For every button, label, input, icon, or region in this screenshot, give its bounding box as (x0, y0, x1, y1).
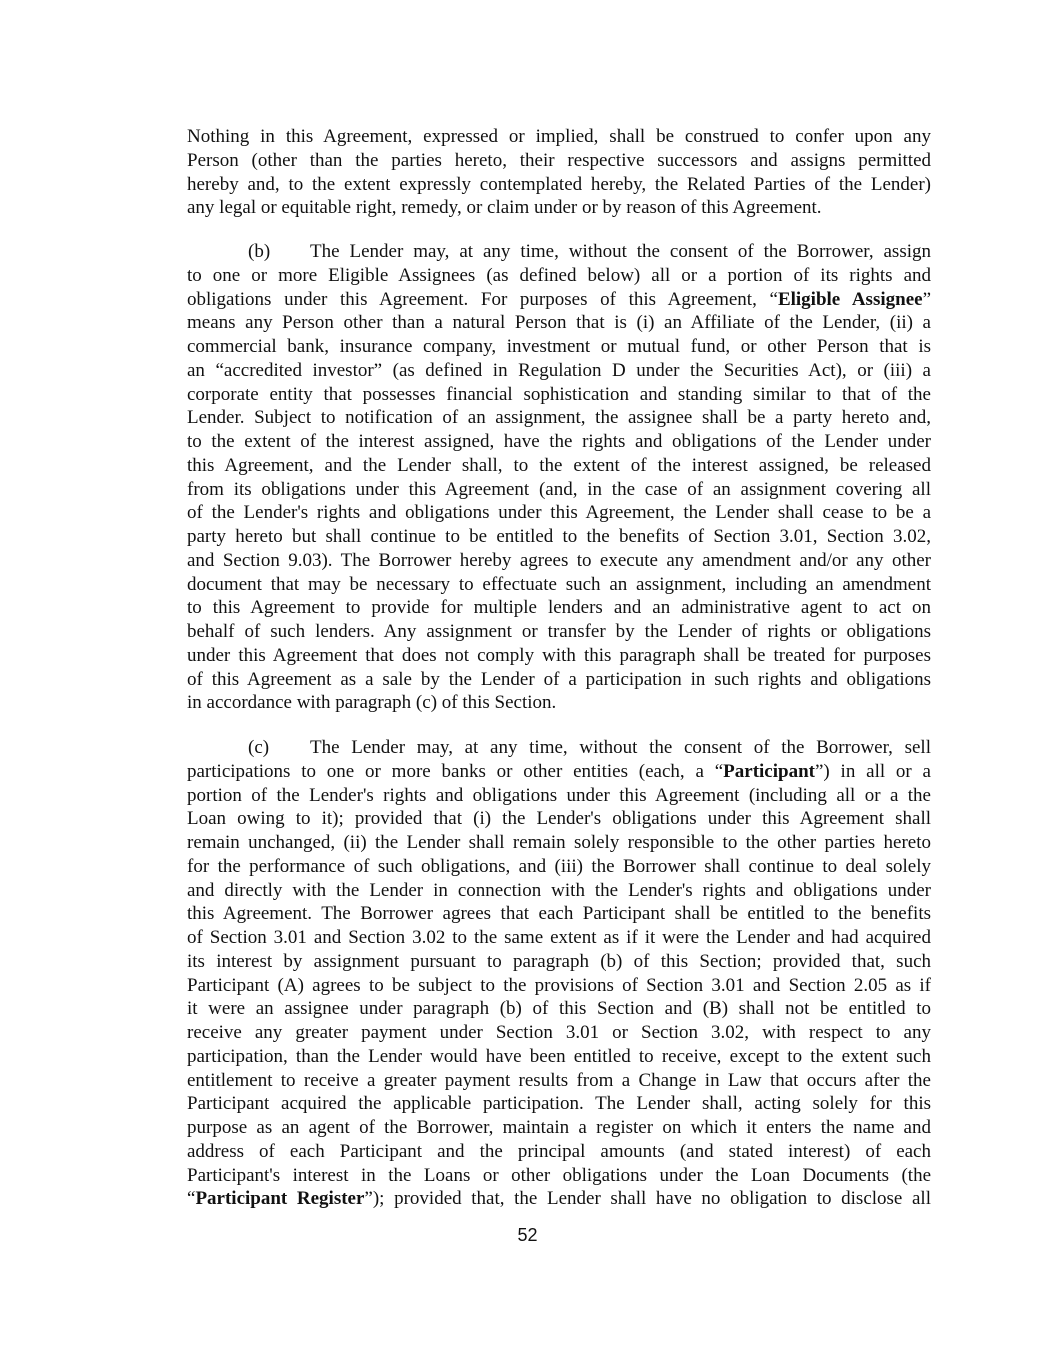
text-line: to one or more Eligible Assignees (as defined below) all or a portion of its rights and (187, 264, 931, 286)
text-line: corporate entity that possesses financial sophistication and standing similar to that of the (187, 383, 931, 405)
paragraph-label: (b) (248, 241, 271, 262)
text-line: this Agreement. The Borrower agrees that each Participant shall be entitled to the benefits (187, 903, 931, 925)
text-span: participations to one or more banks or other entities (each, a “ (187, 760, 724, 782)
text-line: participation, than the Lender would have been entitled to receive, except to the extent such (187, 1045, 931, 1067)
paragraph-continuation (187, 125, 931, 220)
text-line: purpose as an agent of the Borrower, maintain a register on which it enters the name and (187, 1117, 931, 1138)
text-span: The Lender may, at any time, without the consent of the Borrower, sell (310, 737, 931, 758)
text-line: commercial bank, insurance company, investment or mutual fund, or other Person that is (187, 336, 931, 357)
text-line: from its obligations under this Agreement (and, in the case of an assignment covering all (187, 478, 931, 500)
text-line: in accordance with paragraph (c) of this Section. (187, 692, 557, 714)
text-line: Nothing in this Agreement, expressed or implied, shall be construed to confer upon any (187, 126, 931, 147)
text-line: of Section 3.01 and Section 3.02 to the same extent as if it were the Lender and had acquired (187, 927, 931, 948)
text-line (187, 240, 931, 264)
text-line: address of each Participant and the principal amounts (and stated interest) of each (187, 1140, 931, 1162)
text-line: this Agreement, and the Lender shall, to the extent of the interest assigned, be released (187, 454, 931, 476)
text-span: ” (922, 288, 931, 310)
text-line: party hereto but shall continue to be entitled to the benefits of Section 3.01, Section 3.02, (187, 526, 931, 547)
text-line: and Section 9.03). The Borrower hereby agrees to execute any amendment and/or any other (187, 549, 931, 571)
text-line: for the performance of such obligations, and (iii) the Borrower shall continue to deal solely (187, 855, 931, 877)
defined-term: Eligible Assignee (777, 288, 923, 310)
text-line: Participant's interest in the Loans or other obligations under the Loan Documents (the (187, 1164, 931, 1186)
text-line: to the extent of the interest assigned, have the rights and obligations of the Lender under (187, 431, 931, 452)
text-line: document that may be necessary to effectuate such an assignment, including an amendment (187, 573, 931, 595)
text-line: to this Agreement to provide for multiple lenders and an administrative agent to act on (187, 597, 931, 619)
text-line: remain unchanged, (ii) the Lender shall remain solely responsible to the other parties hereto (187, 832, 931, 853)
text-line: Person (other than the parties hereto, their respective successors and assigns permitted (187, 149, 931, 171)
paragraph-b (187, 240, 931, 715)
text-line: of this Agreement as a sale by the Lender of a participation in such rights and obligations (187, 668, 931, 690)
text-line: Loan owing to it); provided that (i) the Lender's obligations under this Agreement shall (187, 808, 931, 830)
text-line (187, 288, 931, 312)
text-line: it were an assignee under paragraph (b) of this Section and (B) shall not be entitled to (187, 998, 931, 1020)
text-line: behalf of such lenders. Any assignment or transfer by the Lender of rights or obligations (187, 621, 931, 642)
text-span: ”) in all or a (814, 760, 931, 782)
text-line: under this Agreement that does not comply with this paragraph shall be treated for purposes (187, 644, 931, 666)
defined-term: Participant (723, 760, 815, 782)
text-line: Lender. Subject to notification of an assignment, the assignee shall be a party hereto and, (187, 407, 931, 429)
text-line: portion of the Lender's rights and obligations under this Agreement (including all or a the (187, 784, 931, 806)
text-line (187, 1187, 931, 1211)
defined-term: Participant Register (195, 1188, 365, 1210)
paragraph-label: (c) (248, 737, 270, 758)
text-line (187, 760, 931, 784)
text-span: ”); provided that, the Lender shall have no obligation to disclose all (364, 1188, 931, 1210)
text-line: and directly with the Lender in connection with the Lender's rights and obligations under (187, 879, 931, 901)
text-line: an “accredited investor” (as defined in Regulation D under the Securities Act), or (iii) a (187, 359, 931, 381)
text-line: means any Person other than a natural Person that is (i) an Affiliate of the Lender, (ii) a (187, 312, 931, 334)
text-line: its interest by assignment pursuant to paragraph (b) of this Section; provided that, such (187, 950, 931, 972)
text-span: obligations under this Agreement. For purposes of this Agreement, “ (187, 288, 778, 310)
text-line: hereby and, to the extent expressly contemplated hereby, the Related Parties of the Lender) (187, 173, 931, 195)
text-line: Participant acquired the applicable participation. The Lender shall, acting solely for this (187, 1093, 931, 1115)
text-line: entitlement to receive a greater payment results from a Change in Law that occurs after the (187, 1069, 931, 1091)
text-line: of the Lender's rights and obligations under this Agreement, the Lender shall cease to be a (187, 502, 931, 524)
text-line: any legal or equitable right, remedy, or claim under or by reason of this Agreement. (187, 197, 822, 219)
page-number: 52 (517, 1225, 538, 1245)
text-line (187, 736, 931, 760)
text-line: receive any greater payment under Section 3.01 or Section 3.02, with respect to any (187, 1022, 931, 1043)
text-line: Participant (A) agrees to be subject to the provisions of Section 3.01 and Section 2.05 as if (187, 974, 931, 996)
text-span: The Lender may, at any time, without the consent of the Borrower, assign (310, 241, 931, 262)
text-span: “ (187, 1188, 196, 1210)
paragraph-c (187, 736, 931, 1211)
